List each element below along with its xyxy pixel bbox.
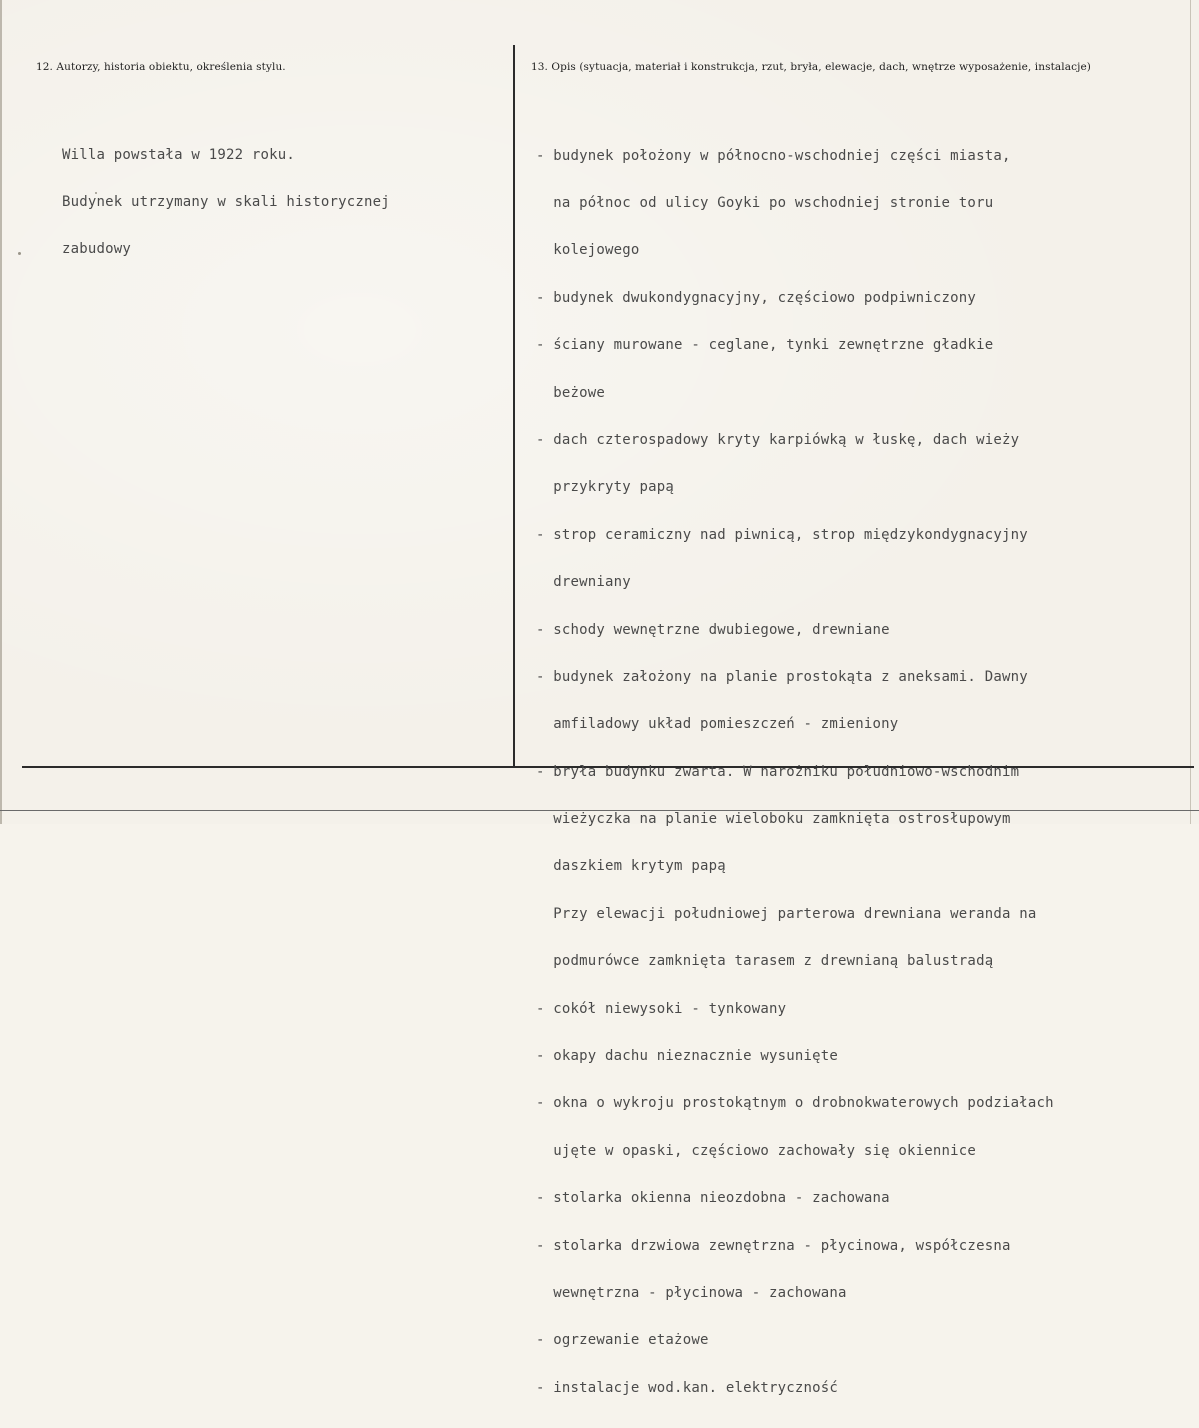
column-divider: [513, 45, 515, 767]
description-line: - stolarka drzwiowa zewnętrzna - płycinowa, współczesna: [536, 1237, 1011, 1254]
description-line: ujęte w opaski, częściowo zachowały się okiennice: [536, 1142, 977, 1159]
history-line: Willa powstała w 1922 roku.: [62, 146, 295, 163]
description-line: - schody wewnętrzne dwubiegowe, drewniane: [536, 621, 890, 638]
section-12-heading: 12. Autorzy, historia obiektu, określenia stylu.: [36, 61, 286, 73]
section-13-heading: 13. Opis (sytuacja, materiał i konstrukcja, rzut, bryła, elewacje, dach, wnętrze wyposażenie, instalacje): [531, 61, 1091, 73]
page-right-edge: [1190, 0, 1191, 824]
paper-speck: [95, 192, 97, 194]
description-line: podmurówce zamknięta tarasem z drewnianą balustradą: [536, 953, 994, 970]
description-line: - okna o wykroju prostokątnym o drobnokwaterowych podziałach: [536, 1095, 1054, 1112]
description-line: wewnętrzna - płycinowa - zachowana: [536, 1284, 847, 1301]
history-text-block: [62, 116, 390, 290]
description-line: na północ od ulicy Goyki po wschodniej stronie toru: [536, 194, 994, 211]
description-text-block: [536, 117, 1054, 1428]
description-line: - bryła budynku zwarta. W narożniku południowo-wschodnim: [536, 763, 1020, 780]
description-line: - stolarka okienna nieozdobna - zachowana: [536, 1190, 890, 1207]
description-line: - budynek założony na planie prostokąta z aneksami. Dawny: [536, 668, 1028, 685]
description-line: - ściany murowane - ceglane, tynki zewnętrzne gładkie: [536, 337, 994, 354]
description-line: kolejowego: [536, 242, 640, 259]
history-line: zabudowy: [62, 241, 132, 258]
description-line: - dach czterospadowy kryty karpiówką w łuskę, dach wieży: [536, 431, 1020, 448]
description-line: - cokół niewysoki - tynkowany: [536, 1000, 787, 1017]
description-line: - ogrzewanie etażowe: [536, 1332, 709, 1349]
history-line: Budynek utrzymany w skali historycznej: [62, 193, 390, 210]
description-line: wieżyczka na planie wieloboku zamknięta ostrosłupowym: [536, 811, 1011, 828]
description-line: - budynek dwukondygnacyjny, częściowo podpiwniczony: [536, 289, 977, 306]
description-line: daszkiem krytym papą: [536, 858, 726, 875]
description-line: drewniany: [536, 574, 631, 591]
description-line: amfiladowy układ pomieszczeń - zmieniony: [536, 716, 899, 733]
paper-speck: [18, 252, 21, 255]
description-line: przykryty papą: [536, 479, 675, 496]
description-line: - okapy dachu nieznacznie wysunięte: [536, 1048, 839, 1065]
description-line: - budynek położony w północno-wschodniej części miasta,: [536, 147, 1011, 164]
description-line: Przy elewacji południowej parterowa drewniana weranda na: [536, 905, 1037, 922]
description-line: beżowe: [536, 384, 606, 401]
description-line: - instalacje wod.kan. elektryczność: [536, 1379, 839, 1396]
description-line: - strop ceramiczny nad piwnicą, strop międzykondygnacyjny: [536, 526, 1028, 543]
page-left-edge: [0, 0, 2, 824]
